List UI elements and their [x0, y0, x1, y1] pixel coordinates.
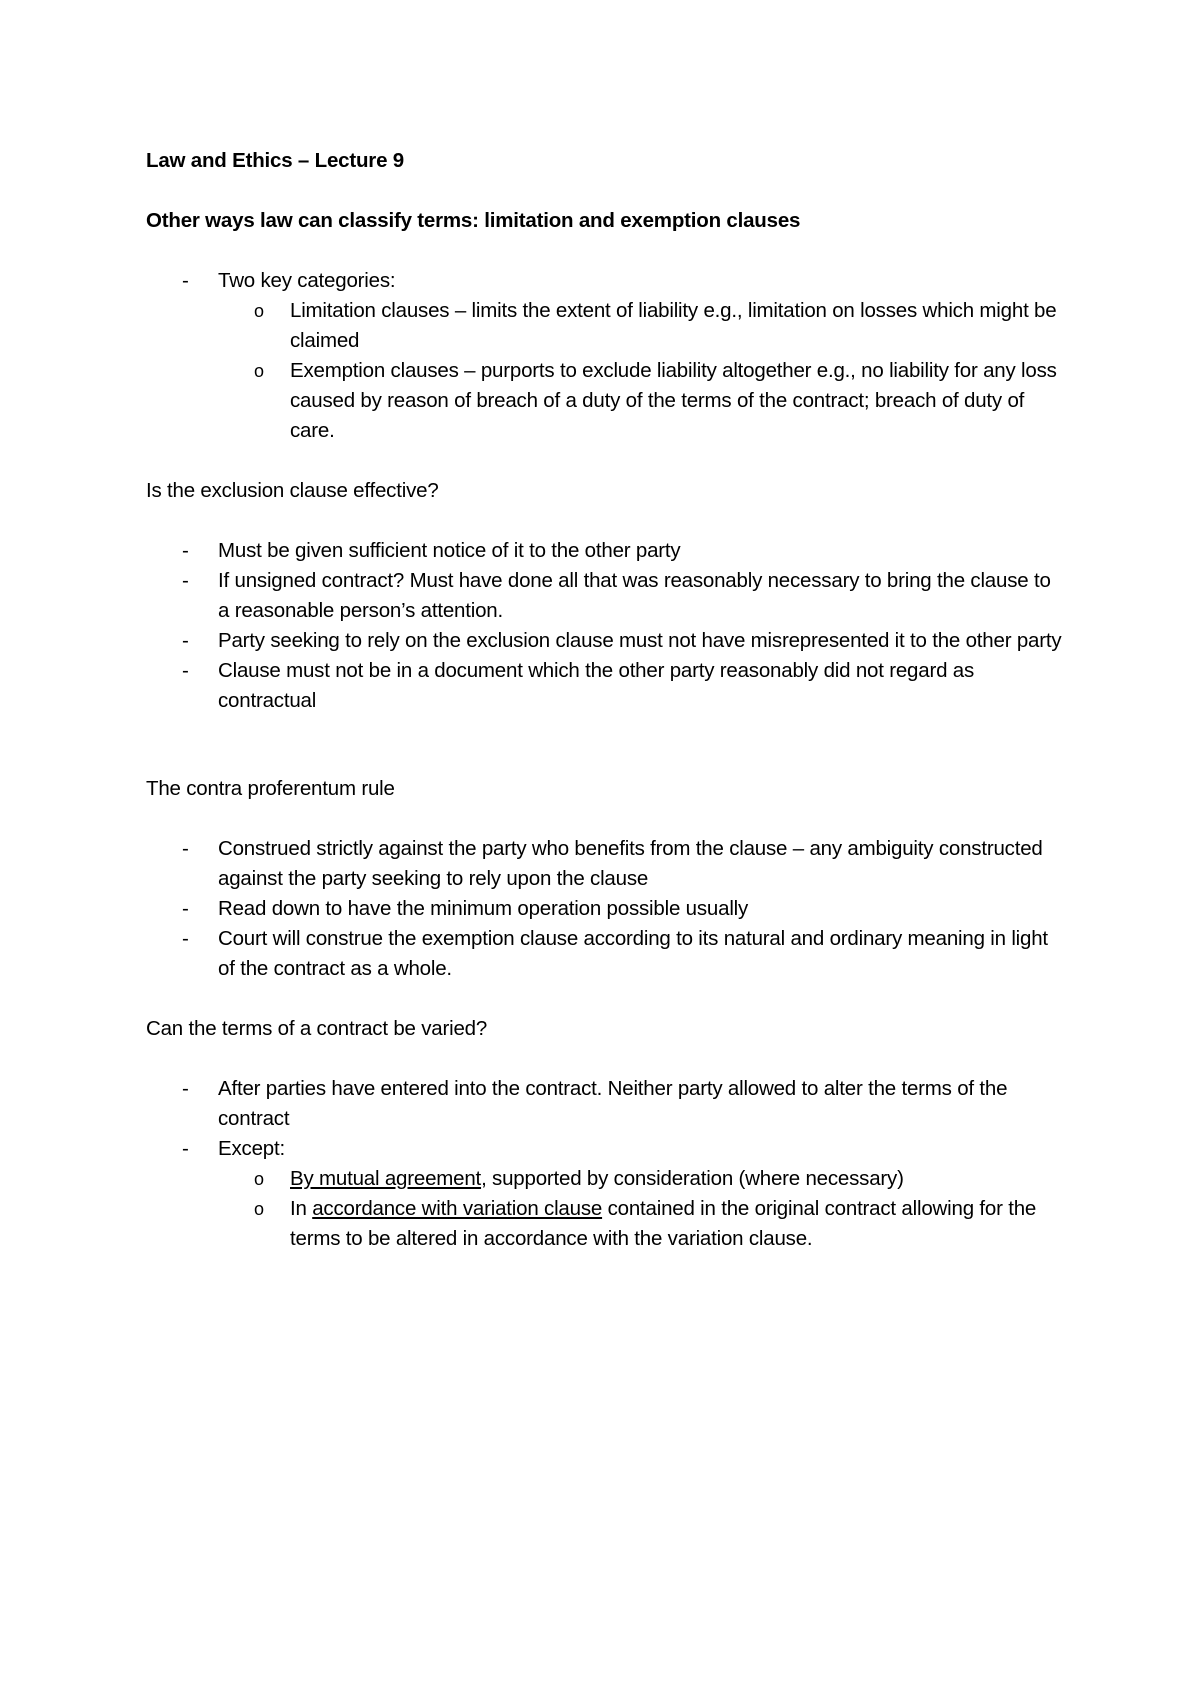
list-item-text: Court will construe the exemption clause according to its natural and ordinary meaning in light of the contract as a whole. — [218, 927, 1048, 980]
spacer — [146, 236, 1066, 266]
sub-list-item-prefix: In — [290, 1197, 313, 1220]
section-heading-exclusion-effective: Is the exclusion clause effective? — [146, 479, 439, 502]
dash-bullet-icon: - — [182, 897, 189, 920]
sub-list-item-text: contained in the original contract allowing for the terms to be altered in accordance with the variation clause. — [290, 1197, 1037, 1250]
list-item-text: After parties have entered into the contract. Neither party allowed to alter the terms of the contract — [218, 1077, 1008, 1130]
list-item — [146, 894, 1066, 924]
dash-bullet-icon: - — [182, 629, 189, 652]
sub-list-item — [218, 356, 1066, 446]
sub-bullet-list — [218, 296, 1066, 446]
spacer — [146, 446, 1066, 476]
dash-bullet-icon: - — [182, 837, 189, 860]
circle-bullet-icon: o — [254, 1169, 264, 1189]
dash-bullet-icon: - — [182, 269, 189, 292]
dash-bullet-icon: - — [182, 659, 189, 682]
list-item — [146, 566, 1066, 626]
sub-list-item-text: Limitation clauses – limits the extent of liability e.g., limitation on losses which might be claimed — [290, 299, 1057, 352]
spacer — [146, 506, 1066, 536]
circle-bullet-icon: o — [254, 1199, 264, 1219]
list-item — [146, 924, 1066, 984]
list-item — [146, 656, 1066, 716]
sub-bullet-list — [218, 1164, 1066, 1254]
list-item — [146, 626, 1066, 656]
sub-list-item — [218, 296, 1066, 356]
dash-bullet-icon: - — [182, 539, 189, 562]
section-heading-contract-varied: Can the terms of a contract be varied? — [146, 1017, 488, 1040]
bullet-list — [146, 834, 1066, 984]
list-item-text: Two key categories: — [218, 269, 396, 292]
spacer — [146, 804, 1066, 834]
list-item-text: Clause must not be in a document which the other party reasonably did not regard as contractual — [218, 659, 975, 712]
list-item-text: Except: — [218, 1137, 285, 1160]
list-item — [146, 834, 1066, 894]
sub-list-item — [218, 1164, 1066, 1194]
dash-bullet-icon: - — [182, 1137, 189, 1160]
sub-list-item — [218, 1194, 1066, 1254]
sub-list-item-text: , supported by consideration (where necessary) — [481, 1167, 904, 1190]
list-item-text: Party seeking to rely on the exclusion clause must not have misrepresented it to the other party — [218, 629, 1062, 652]
list-item-text: Construed strictly against the party who benefits from the clause – any ambiguity constructed against the party seeking to rely upon the clause — [218, 837, 1043, 890]
list-item-text: Must be given sufficient notice of it to the other party — [218, 539, 681, 562]
sub-list-item-text: Exemption clauses – purports to exclude liability altogether e.g., no liability for any loss caused by reason of breach of a duty of the terms of the contract; breach of duty of care. — [290, 359, 1057, 442]
list-item-text: If unsigned contract? Must have done all that was reasonably necessary to bring the clause to a reasonable person’s attention. — [218, 569, 1051, 622]
dash-bullet-icon: - — [182, 1077, 189, 1100]
spacer — [146, 716, 1066, 774]
document-title: Law and Ethics – Lecture 9 — [146, 149, 404, 172]
bullet-list — [146, 266, 1066, 446]
dash-bullet-icon: - — [182, 569, 189, 592]
spacer — [146, 1044, 1066, 1074]
list-item-text: Read down to have the minimum operation possible usually — [218, 897, 749, 920]
underlined-term-variation-clause: accordance with variation clause — [312, 1197, 603, 1220]
spacer — [146, 176, 1066, 206]
circle-bullet-icon: o — [254, 361, 264, 381]
section-heading-limitation-exemption: Other ways law can classify terms: limitation and exemption clauses — [146, 209, 801, 232]
spacer — [146, 984, 1066, 1014]
dash-bullet-icon: - — [182, 927, 189, 950]
document-page — [146, 146, 1066, 1254]
list-item — [146, 266, 1066, 446]
list-item — [146, 1074, 1066, 1134]
section-heading-contra-proferentum: The contra proferentum rule — [146, 777, 395, 800]
list-item — [146, 536, 1066, 566]
underlined-term-mutual-agreement: By mutual agreement — [290, 1167, 482, 1190]
list-item — [146, 1134, 1066, 1254]
bullet-list — [146, 536, 1066, 716]
bullet-list — [146, 1074, 1066, 1254]
circle-bullet-icon: o — [254, 301, 264, 321]
